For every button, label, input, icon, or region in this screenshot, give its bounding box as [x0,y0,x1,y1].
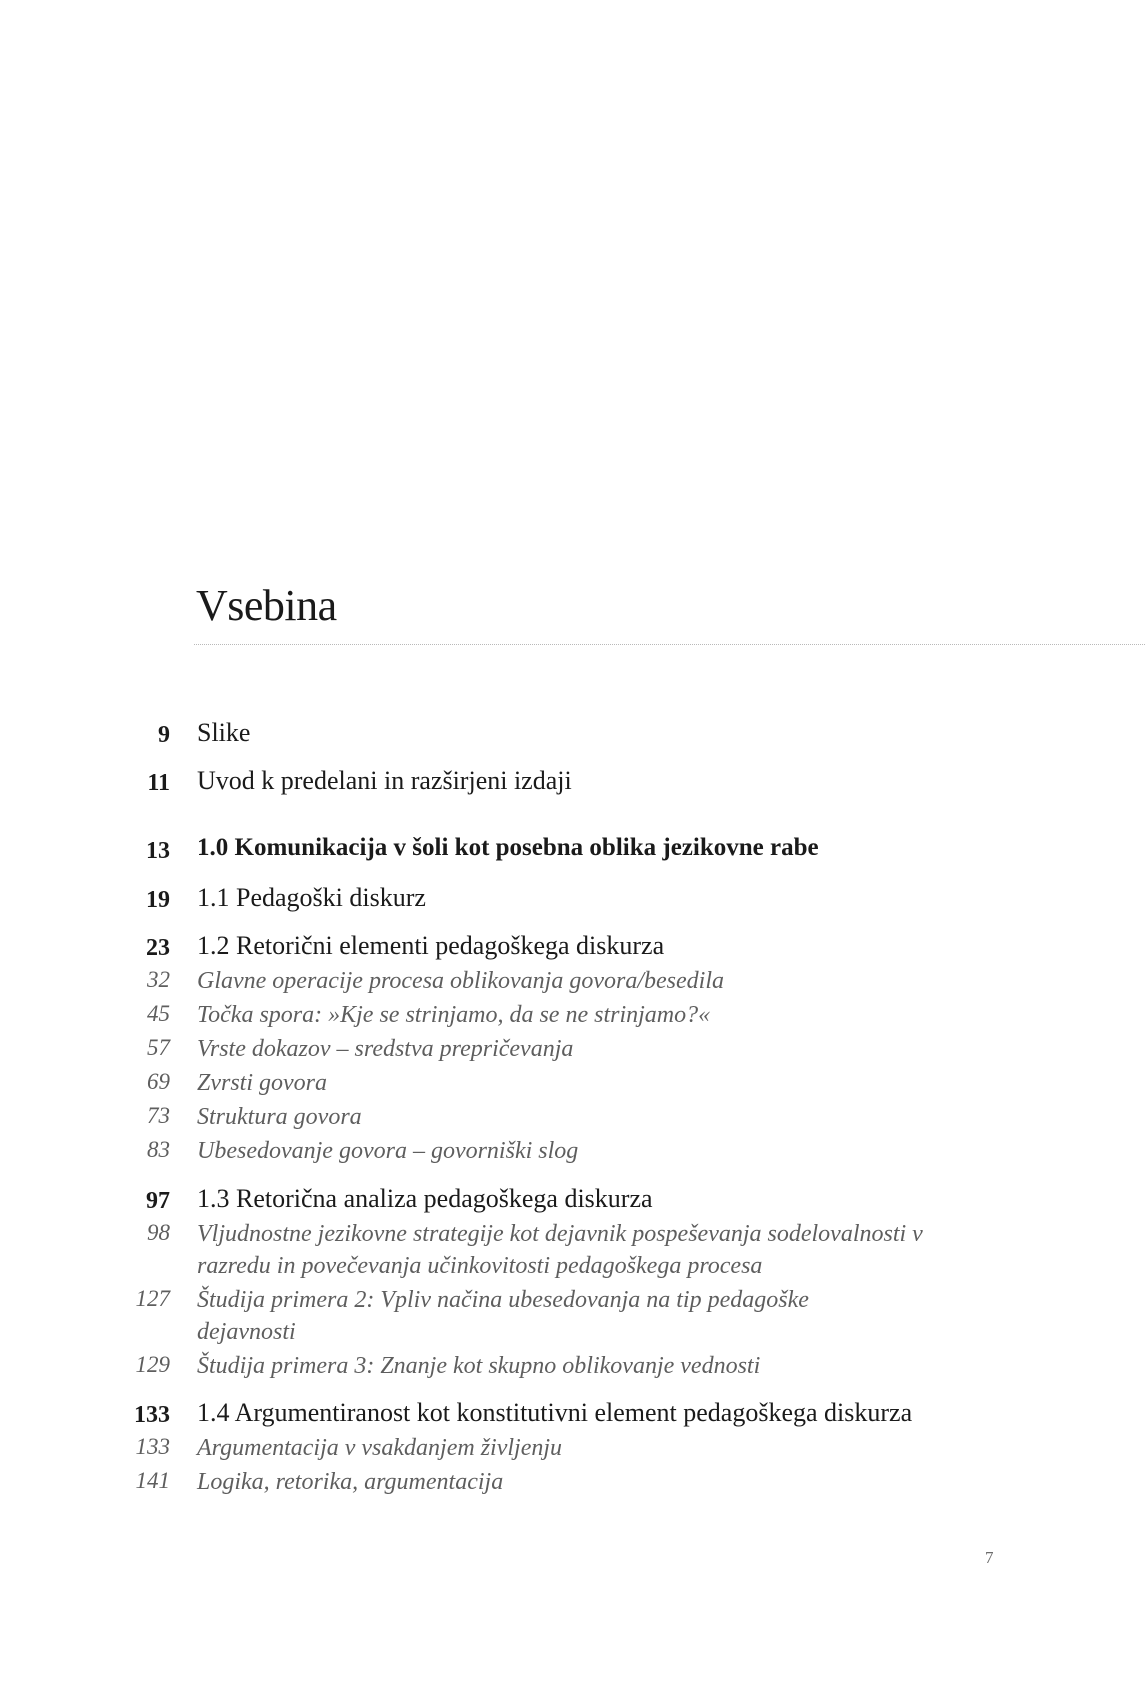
toc-entry-title: 1.4 Argumentiranost kot konstitutivni element pedagoškega diskurza [197,1398,913,1427]
toc-page-number: 98 [147,1220,170,1245]
toc-entry-title: Zvrsti govora [197,1070,328,1096]
toc-entry-title: Struktura govora [197,1104,362,1130]
toc-page-number: 141 [135,1468,170,1493]
page-title: Vsebina [196,581,337,630]
toc-page-number: 57 [147,1035,170,1060]
toc-page-number: 19 [146,887,170,913]
toc-page-number: 73 [147,1103,170,1128]
toc-page-number: 45 [147,1001,170,1026]
toc-page-number: 133 [135,1434,170,1459]
toc-page-number: 69 [147,1069,170,1094]
toc-entry-title: Logika, retorika, argumentacija [197,1469,504,1495]
toc-entry-title: 1.3 Retorična analiza pedagoškega diskurza [197,1184,653,1213]
toc-page-number: 13 [146,838,170,864]
toc-entry-title: Točka spora: »Kje se strinjamo, da se ne strinjamo?« [197,1002,711,1028]
toc-page-number: 32 [147,967,170,992]
toc-entry-title: 1.1 Pedagoški diskurz [197,883,426,912]
toc-page-number: 133 [134,1402,170,1428]
toc-page-number: 9 [158,722,170,748]
toc-entry-title: 1.0 Komunikacija v šoli kot posebna oblika jezikovne rabe [197,834,819,861]
toc-entry-title: Vrste dokazov – sredstva prepričevanja [197,1036,574,1062]
toc-entry-title: Slike [197,718,251,747]
toc-entry-title: Vljudnostne jezikovne strategije kot dejavnik pospeševanja sodelovalnosti v razredu in povečevanja učinkovitosti pedagoškega procesa [197,1221,923,1279]
toc-page-number: 11 [147,770,170,796]
toc-page-number: 127 [135,1286,170,1311]
toc-page-number: 129 [135,1352,170,1377]
page-number: 7 [985,1548,994,1567]
toc-entry-title: Argumentacija v vsakdanjem življenju [197,1435,563,1461]
toc-page-number: 97 [146,1188,170,1214]
title-divider [194,644,1145,645]
toc-page-number: 23 [146,935,170,961]
toc-page-number: 83 [147,1137,170,1162]
toc-entry-title: Ubesedovanje govora – govorniški slog [197,1138,579,1164]
toc-entry-title: Uvod k predelani in razširjeni izdaji [197,766,572,795]
toc-entry-title: 1.2 Retorični elementi pedagoškega diskurza [197,931,665,960]
toc-entry-title: Glavne operacije procesa oblikovanja govora/besedila [197,968,724,994]
toc-entry-title: Študija primera 3: Znanje kot skupno oblikovanje vednosti [197,1353,761,1379]
toc-entry-title: Študija primera 2: Vpliv načina ubesedovanja na tip pedagoške dejavnosti [197,1287,809,1345]
